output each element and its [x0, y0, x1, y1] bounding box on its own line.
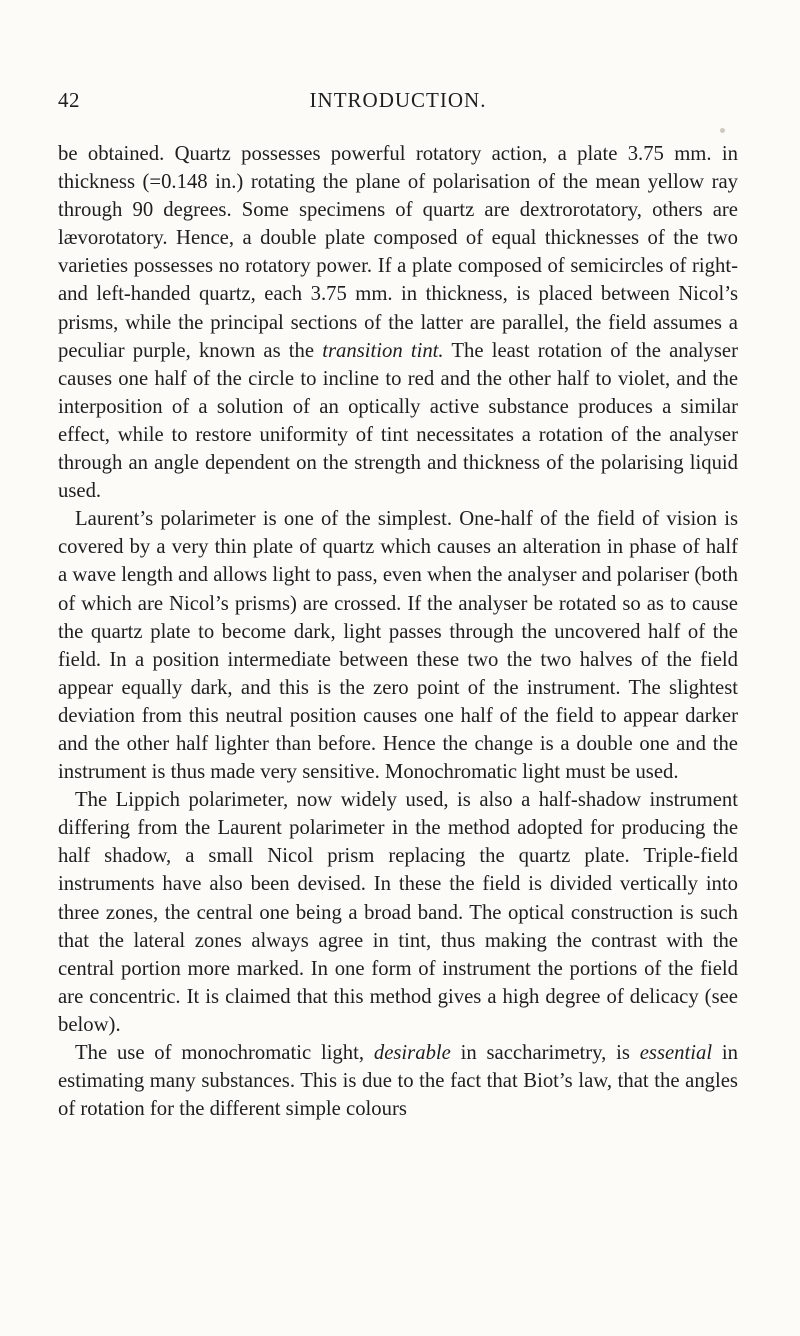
- italic-term-desirable: desirable: [373, 1042, 451, 1064]
- body-text: [58, 140, 738, 1123]
- italic-term-transition-tint: transition tint.: [322, 339, 444, 362]
- paragraph-monochromatic-light: [58, 1039, 738, 1123]
- text-run: The Lippich polarimeter, now widely used, is also a half-shadow instrument differing from the Laurent polarimeter in the method adopted for producing the half shadow, a small Nicol prism replacing the quartz plate. Triple-field instruments have also been devised. In these the field is divided vertically into three zones, the central one being a broad band. The optical construction is such that the lateral zones always agree in tint, thus making the contrast with the central portion more marked. In one form of instrument the portions of the field are concentric. It is claimed that this method gives a high degree of delicacy (see below).: [58, 789, 738, 1036]
- running-title: INTRODUCTION.: [309, 88, 487, 112]
- paragraph-transition-tint: [58, 140, 738, 505]
- text-run: in estimating many substances. This is due to the fact that Biot’s law, that the angles of rotation for the different simple colours: [58, 1042, 739, 1121]
- page-number: 42: [58, 88, 80, 112]
- text-run: be obtained. Quartz possesses powerful rotatory action, a plate 3.75 mm. in thickness (=0.148 in.) rotating the plane of polarisation of the mean yellow ray through 90 degrees. Some specimens of quartz are dextrorotatory, others are lævorotatory. Hence, a double plate composed of equal thicknesses of the two varieties possesses no rotatory power. If a plate composed of semicircles of right- and left-handed quartz, each 3.75 mm. in thickness, is placed between Nicol’s prisms, while the principal sections of the latter are parallel, the field assumes a peculiar purple, known as the: [58, 143, 738, 362]
- italic-term-essential: essential: [639, 1042, 713, 1064]
- text-run: in saccharimetry, is: [450, 1042, 640, 1064]
- print-speck: [720, 128, 725, 133]
- running-head: [58, 88, 738, 118]
- paragraph-lippich-polarimeter: [58, 786, 738, 1039]
- text-run: Laurent’s polarimeter is one of the simplest. One-half of the field of vision is covered by a very thin plate of quartz which causes an alteration in phase of half a wave length and allows light to pass, even when the analyser and polariser (both of which are Nicol’s prisms) are crossed. If the analyser be rotated so as to cause the quartz plate to become dark, light passes through the uncovered half of the field. In a position intermediate between these two the two halves of the field appear equally dark, and this is the zero point of the instrument. The slightest deviation from this neutral position causes one half of the field to appear darker and the other half lighter than before. Hence the change is a double one and the instrument is thus made very sensitive. Monochromatic light must be used.: [58, 508, 738, 784]
- text-run: The least rotation of the analyser causes one half of the circle to incline to red and the other half to violet, and the interposition of a solution of an optically active substance produces a similar effect, while to restore uniformity of tint necessitates a rotation of the analyser through an angle dependent on the strength and thickness of the polarising liquid used.: [58, 339, 738, 503]
- text-run: The use of monochromatic light,: [75, 1042, 374, 1064]
- paragraph-laurent-polarimeter: [58, 505, 738, 786]
